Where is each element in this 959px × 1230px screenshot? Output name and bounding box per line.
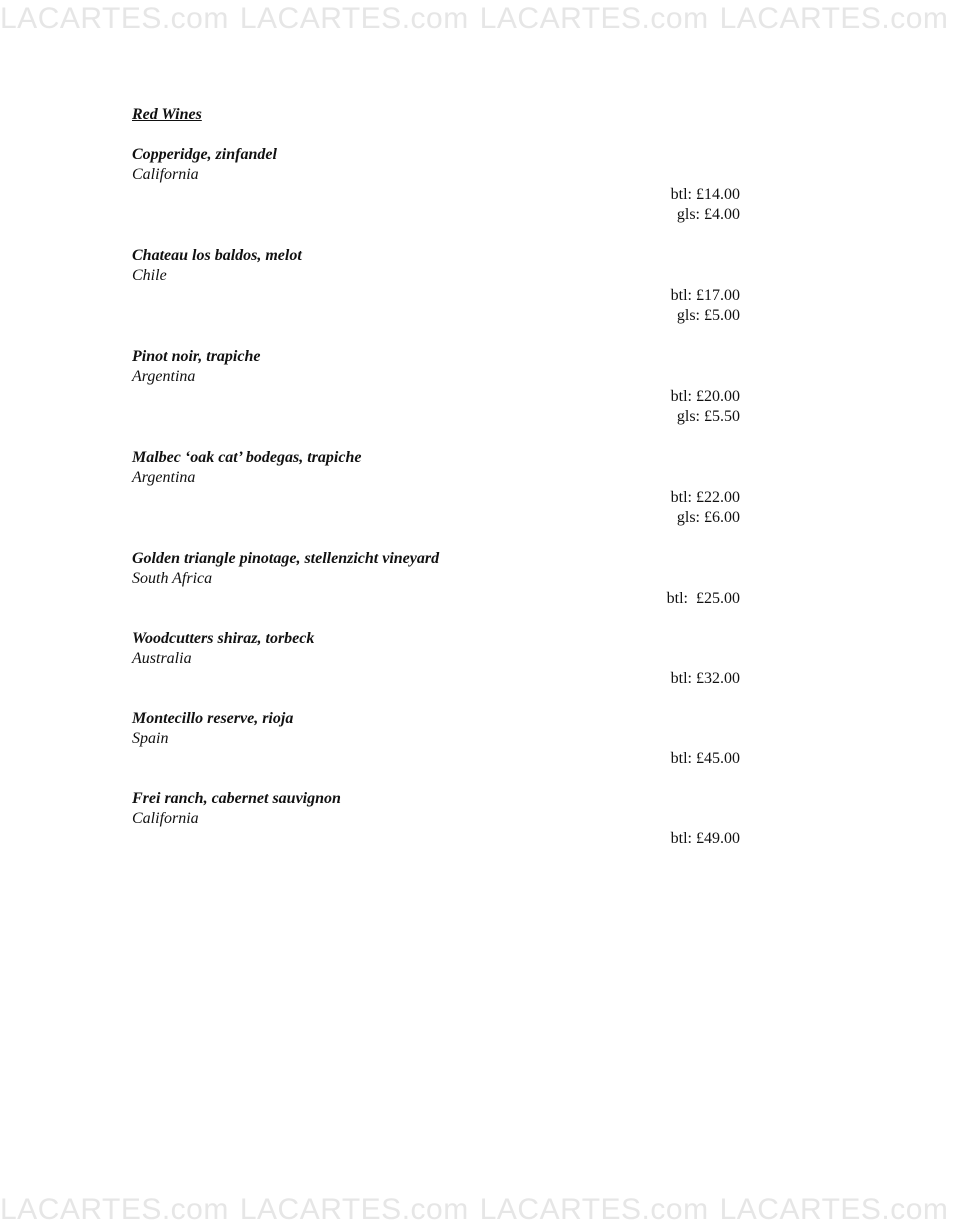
wine-name: Woodcutters shiraz, torbeck [132, 630, 315, 647]
bottle-price: btl: £32.00 [670, 670, 740, 687]
watermark-text: LACARTES.com [719, 2, 949, 35]
watermark-bottom [0, 1192, 949, 1228]
watermark-text: LACARTES.com [239, 1193, 469, 1226]
wine-origin: California [132, 166, 199, 183]
bottle-price: btl: £17.00 [670, 287, 740, 304]
glass-price: gls: £6.00 [676, 509, 740, 526]
watermark-text: LACARTES.com [719, 1193, 949, 1226]
bottle-price: btl: £14.00 [670, 186, 740, 203]
wine-item [132, 448, 740, 528]
wine-item [132, 145, 740, 225]
wine-origin: South Africa [132, 570, 213, 587]
wine-item [132, 789, 740, 849]
watermark-text: LACARTES.com [479, 2, 709, 35]
wine-item [132, 549, 740, 609]
watermark-top [0, 1, 949, 37]
wine-item [132, 246, 740, 326]
wine-name: Frei ranch, cabernet sauvignon [132, 790, 341, 807]
bottle-price: btl: £22.00 [670, 489, 740, 506]
glass-price: gls: £4.00 [676, 206, 740, 223]
bottle-price: btl: £20.00 [670, 388, 740, 405]
wine-origin: California [132, 810, 199, 827]
wine-name: Pinot noir, trapiche [132, 348, 261, 365]
wine-name: Copperidge, zinfandel [132, 146, 277, 163]
bottle-price: btl: £25.00 [666, 590, 740, 607]
wine-origin: Spain [132, 730, 169, 747]
wine-item [132, 629, 740, 689]
watermark-text: LACARTES.com [479, 1193, 709, 1226]
bottle-price: btl: £49.00 [670, 830, 740, 847]
wine-origin: Argentina [132, 368, 196, 385]
glass-price: gls: £5.50 [676, 408, 740, 425]
wine-name: Malbec ‘oak cat’ bodegas, trapiche [132, 449, 362, 466]
wine-name: Golden triangle pinotage, stellenzicht vineyard [132, 550, 440, 567]
wine-origin: Australia [132, 650, 192, 667]
watermark-text: LACARTES.com [239, 2, 469, 35]
watermark-text: LACARTES.com [0, 1193, 229, 1226]
wine-menu [132, 105, 740, 849]
wine-origin: Argentina [132, 469, 196, 486]
section-title: Red Wines [132, 106, 202, 123]
wine-name: Montecillo reserve, rioja [132, 710, 294, 727]
wine-origin: Chile [132, 267, 167, 284]
wine-item [132, 709, 740, 769]
wine-item [132, 347, 740, 427]
wine-name: Chateau los baldos, melot [132, 247, 302, 264]
glass-price: gls: £5.00 [676, 307, 740, 324]
bottle-price: btl: £45.00 [670, 750, 740, 767]
watermark-text: LACARTES.com [0, 2, 229, 35]
